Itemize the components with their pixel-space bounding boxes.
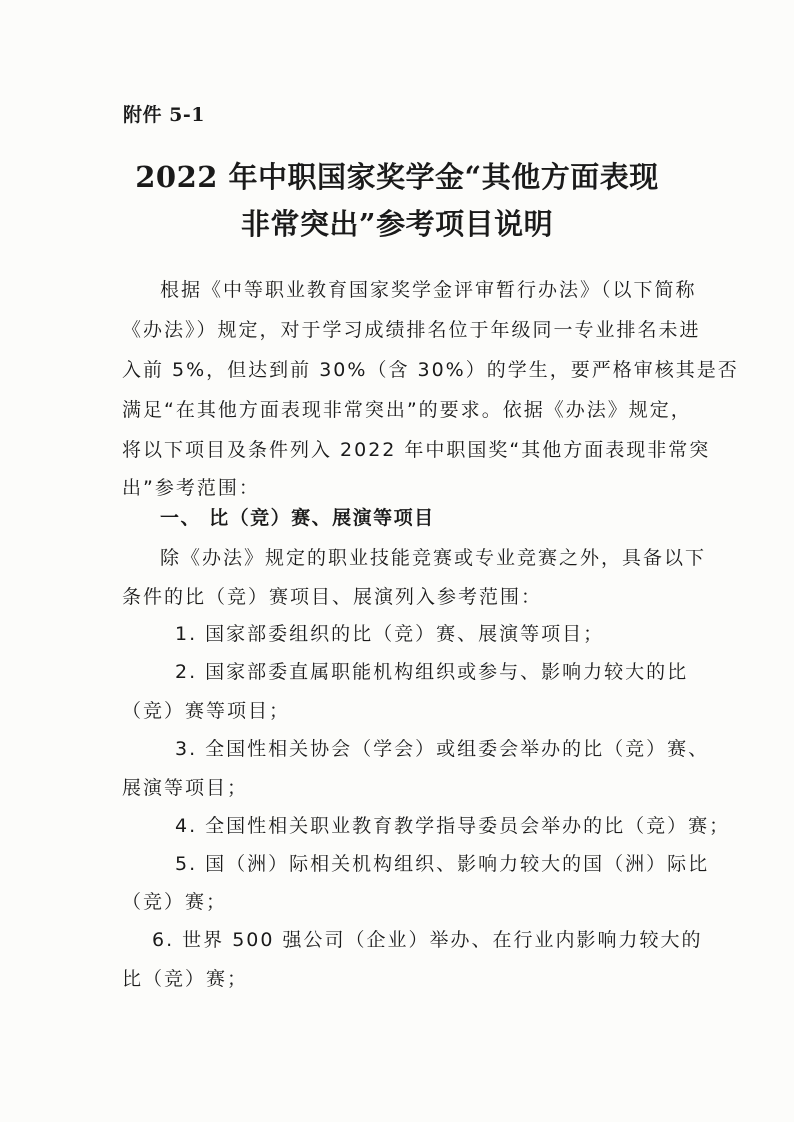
- intro-line: 入前 5%，但达到前 30%（含 30%）的学生，要严格审核其是否: [122, 359, 739, 381]
- intro-line: 出”参考范围：: [122, 477, 260, 499]
- list-item: 5. 国（洲）际相关机构组织、影响力较大的国（洲）际比: [175, 853, 710, 875]
- section-intro-line: 条件的比（竞）赛项目、展演列入参考范围：: [122, 586, 543, 608]
- intro-line: 根据《中等职业教育国家奖学金评审暂行办法》（以下简称: [160, 279, 697, 301]
- list-item-continuation: 展演等项目；: [122, 777, 249, 799]
- section-intro-line: 除《办法》规定的职业技能竞赛或专业竞赛之外，具备以下: [160, 547, 707, 569]
- section-heading: 一、 比（竞）赛、展演等项目: [160, 507, 435, 529]
- list-item: 4. 全国性相关职业教育教学指导委员会举办的比（竞）赛；: [175, 815, 731, 837]
- list-item: 2. 国家部委直属职能机构组织或参与、影响力较大的比: [175, 661, 689, 683]
- list-item: 6. 世界 500 强公司（企业）举办、在行业内影响力较大的: [152, 929, 703, 951]
- intro-line: 《办法》）规定，对于学习成绩排名位于年级同一专业排名未进: [122, 319, 701, 341]
- intro-line: 满足“在其他方面表现非常突出”的要求。依据《办法》规定，: [122, 399, 692, 421]
- list-item-continuation: 比（竞）赛；: [122, 968, 249, 990]
- document-title-line-1: 2022 年中职国家奖学金“其他方面表现: [135, 160, 659, 194]
- intro-line: 将以下项目及条件列入 2022 年中职国奖“其他方面表现非常突: [122, 439, 711, 461]
- list-item-continuation: （竞）赛；: [122, 891, 228, 913]
- list-item: 1. 国家部委组织的比（竞）赛、展演等项目；: [175, 623, 605, 645]
- attachment-label: 附件 5-1: [123, 104, 205, 126]
- list-item-continuation: （竞）赛等项目；: [122, 700, 291, 722]
- document-title-line-2: 非常突出”参考项目说明: [240, 207, 554, 241]
- list-item: 3. 全国性相关协会（学会）或组委会举办的比（竞）赛、: [175, 738, 710, 760]
